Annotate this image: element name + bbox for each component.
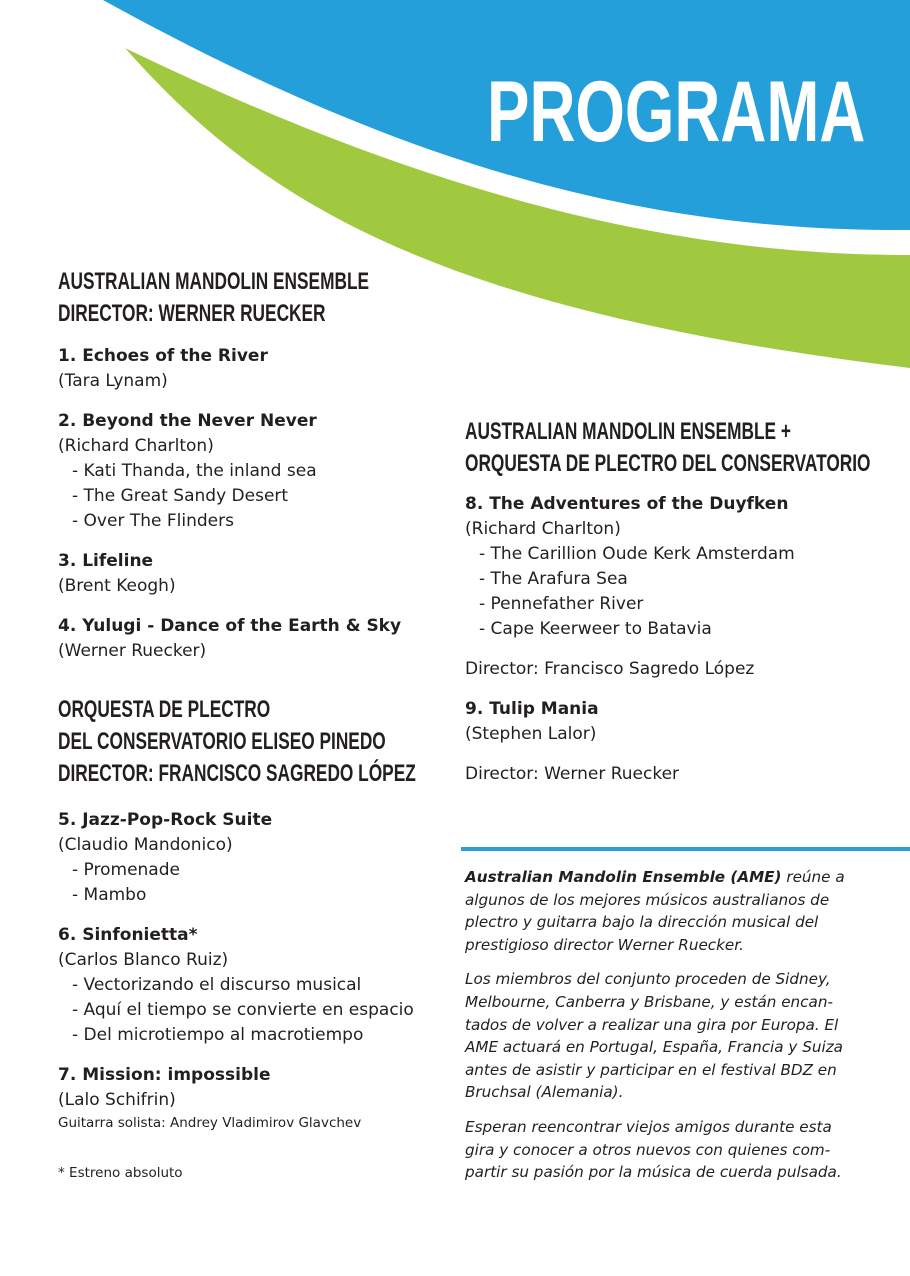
about-ensemble bbox=[465, 866, 865, 1196]
piece-movement: - The Great Sandy Desert bbox=[72, 486, 289, 506]
piece-composer: (Richard Charlton) bbox=[465, 519, 621, 539]
piece-title: 1. Echoes of the River bbox=[58, 346, 268, 366]
heading-line: AUSTRALIAN MANDOLIN ENSEMBLE bbox=[58, 268, 370, 295]
about-line: prestigioso director Werner Ruecker. bbox=[465, 935, 744, 954]
left-column bbox=[58, 266, 438, 1133]
piece-composer: (Tara Lynam) bbox=[58, 371, 168, 391]
about-line: Los miembros del conjunto proceden de Sidney, bbox=[465, 970, 831, 989]
about-line: plectro y guitarra bajo la dirección musical del bbox=[465, 913, 819, 932]
about-line: partir su pasión por la música de cuerda pulsada. bbox=[465, 1163, 842, 1182]
piece-title: 3. Lifeline bbox=[58, 551, 154, 571]
program-piece bbox=[58, 1063, 438, 1133]
about-line: AME actuará en Portugal, España, Francia y Suiza bbox=[465, 1038, 843, 1057]
piece-title: 7. Mission: impossible bbox=[58, 1065, 271, 1085]
piece-composer: (Carlos Blanco Ruiz) bbox=[58, 950, 229, 970]
about-line: Esperan reencontrar viejos amigos durante esta bbox=[465, 1117, 832, 1136]
about-line: Melbourne, Canberra y Brisbane, y están encan- bbox=[465, 992, 833, 1011]
piece-title: 5. Jazz-Pop-Rock Suite bbox=[58, 810, 273, 830]
about-line: Bruchsal (Alemania). bbox=[465, 1083, 624, 1102]
program-piece bbox=[58, 409, 438, 534]
about-paragraph bbox=[465, 1116, 865, 1184]
about-line: antes de asistir y participar en el festival BDZ en bbox=[465, 1060, 837, 1079]
piece-director: Director: Francisco Sagredo López bbox=[465, 659, 755, 679]
about-line: algunos de los mejores músicos australianos de bbox=[465, 890, 830, 909]
program-piece bbox=[465, 697, 885, 787]
program-piece bbox=[58, 808, 438, 908]
piece-composer: (Richard Charlton) bbox=[58, 436, 214, 456]
about-paragraph bbox=[465, 968, 865, 1104]
piece-title: 4. Yulugi - Dance of the Earth & Sky bbox=[58, 616, 402, 636]
piece-movement: - Promenade bbox=[72, 860, 180, 880]
piece-movement: - Over The Flinders bbox=[72, 511, 234, 531]
right-column bbox=[465, 416, 885, 787]
piece-movement: - Aquí el tiempo se convierte en espacio bbox=[72, 1000, 414, 1020]
piece-movement: - Vectorizando el discurso musical bbox=[72, 975, 362, 995]
program-piece bbox=[58, 614, 438, 664]
piece-movement: - Mambo bbox=[72, 885, 147, 905]
piece-title: 2. Beyond the Never Never bbox=[58, 411, 317, 431]
piece-composer: (Claudio Mandonico) bbox=[58, 835, 233, 855]
piece-movement: - Del microtiempo al macrotiempo bbox=[72, 1025, 364, 1045]
about-line: gira y conocer a otros nuevos con quienes com- bbox=[465, 1140, 831, 1159]
piece-title: 8. The Adventures of the Duyfken bbox=[465, 494, 789, 514]
piece-soloist: Guitarra solista: Andrey Vladimirov Glavchev bbox=[58, 1115, 362, 1131]
program-piece bbox=[58, 344, 438, 394]
section-heading-combined bbox=[465, 416, 871, 480]
piece-title: 9. Tulip Mania bbox=[465, 699, 599, 719]
piece-director: Director: Werner Ruecker bbox=[465, 764, 680, 784]
piece-composer: (Werner Ruecker) bbox=[58, 641, 207, 661]
about-line: tados de volver a realizar una gira por Europa. El bbox=[465, 1015, 839, 1034]
piece-composer: (Stephen Lalor) bbox=[465, 724, 597, 744]
piece-composer: (Lalo Schifrin) bbox=[58, 1090, 176, 1110]
program-piece bbox=[465, 492, 885, 682]
footnote: * Estreno absoluto bbox=[58, 1165, 183, 1181]
page-title: PROGRAMA bbox=[487, 64, 866, 160]
about-paragraph bbox=[465, 866, 865, 956]
section-divider bbox=[461, 847, 910, 851]
heading-line: DIRECTOR: WERNER RUECKER bbox=[58, 300, 326, 327]
heading-line: DEL CONSERVATORIO ELISEO PINEDO bbox=[58, 728, 386, 755]
section-heading-ame bbox=[58, 266, 370, 330]
heading-line: ORQUESTA DE PLECTRO DEL CONSERVATORIO bbox=[465, 450, 871, 477]
program-piece bbox=[58, 549, 438, 599]
about-lead: Australian Mandolin Ensemble (AME) bbox=[465, 868, 782, 886]
heading-line: AUSTRALIAN MANDOLIN ENSEMBLE + bbox=[465, 418, 791, 445]
piece-movement: - Cape Keerweer to Batavia bbox=[479, 619, 712, 639]
heading-line: DIRECTOR: FRANCISCO SAGREDO LÓPEZ bbox=[58, 760, 416, 787]
piece-movement: - The Arafura Sea bbox=[479, 569, 628, 589]
program-piece bbox=[58, 923, 438, 1048]
heading-line: ORQUESTA DE PLECTRO bbox=[58, 696, 271, 723]
section-heading-orquesta bbox=[58, 694, 416, 790]
about-line: reúne a bbox=[781, 868, 845, 886]
piece-movement: - The Carillion Oude Kerk Amsterdam bbox=[479, 544, 795, 564]
piece-title: 6. Sinfonietta* bbox=[58, 925, 198, 945]
piece-movement: - Pennefather River bbox=[479, 594, 644, 614]
piece-composer: (Brent Keogh) bbox=[58, 576, 176, 596]
piece-movement: - Kati Thanda, the inland sea bbox=[72, 461, 317, 481]
